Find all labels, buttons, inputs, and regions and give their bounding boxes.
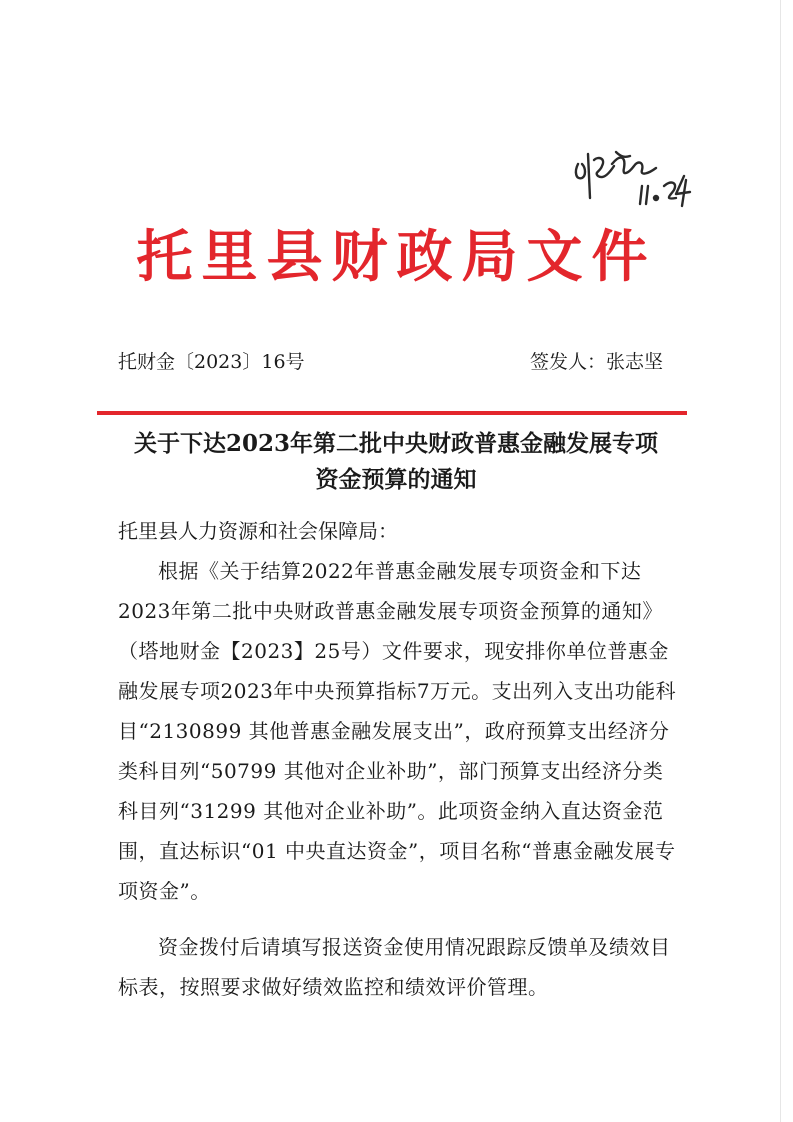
signer: 签发人：张志坚 <box>529 351 663 373</box>
document-title-line-1: 关于下达2023年第二批中央财政普惠金融发展专项 <box>133 430 658 457</box>
body-paragraph-1: 根据《关于结算2022年普惠金融发展专项资金和下达2023年第二批中央财政普惠金融发展专项资金预算的通知》（塔地财金【2023】25号）文件要求，现安排你单位普惠金融发展专项2023年中央预算指标7万元。支出列入支出功能科目“2130899 其他普惠金融发展支出”，政府预算支出经济分类科目列“50799 其他对企业补助”，部门预算支出经济分类科目列“31299 其他对企业补助”。此项资金纳入直达资金范围，直达标识“01 中央直达资金”，项目名称“普惠金融发展专项资金”。 <box>118 559 677 903</box>
issuing-office-title: 托里县财政局文件 <box>136 224 657 290</box>
red-divider <box>97 411 687 415</box>
document-title <box>96 426 696 498</box>
document-number: 托财金〔2023〕16号 <box>118 351 305 373</box>
handwritten-signature <box>564 146 714 216</box>
body-paragraph-2: 资金拨付后请填写报送资金使用情况跟踪反馈单及绩效目标表，按照要求做好绩效监控和绩效评价管理。 <box>118 935 671 999</box>
page-edge <box>780 0 781 1122</box>
document-body <box>118 551 678 1007</box>
document-title-line-2: 资金预算的通知 <box>315 466 477 493</box>
salutation: 托里县人力资源和社会保障局： <box>118 519 398 543</box>
